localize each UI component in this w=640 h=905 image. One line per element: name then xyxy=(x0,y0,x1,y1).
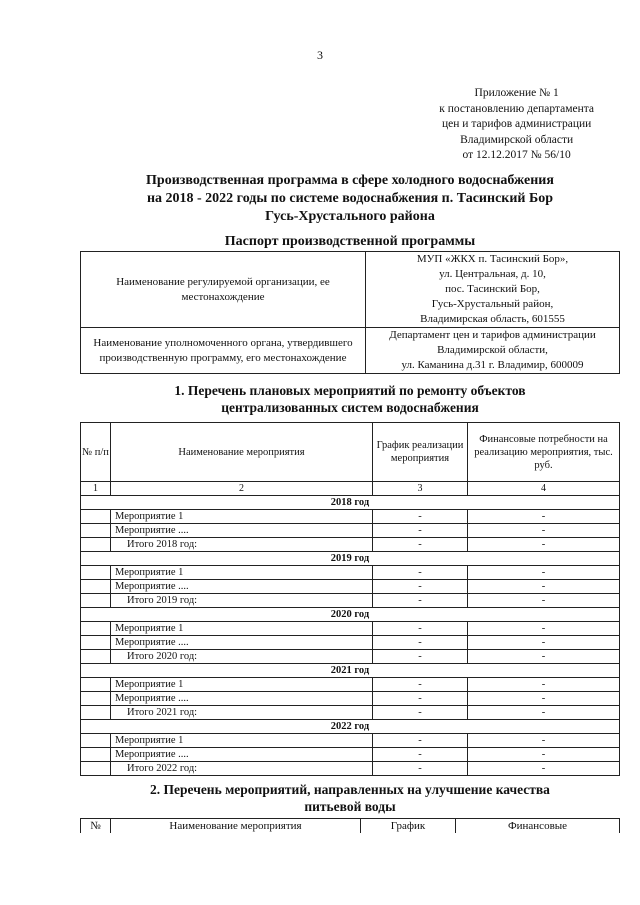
table-header-row xyxy=(81,819,620,834)
measure-name: Мероприятие 1 xyxy=(111,566,373,580)
measure-name: Мероприятие .... xyxy=(111,636,373,650)
row-number xyxy=(81,678,111,692)
column-number: 1 xyxy=(81,482,111,496)
finance-value: - xyxy=(468,692,620,706)
schedule-value: - xyxy=(373,678,468,692)
table-row xyxy=(81,524,620,538)
table-row xyxy=(81,762,620,776)
passport-title: Паспорт производственной программы xyxy=(224,234,476,249)
schedule-value: - xyxy=(373,734,468,748)
passport-value xyxy=(366,252,620,328)
repair-measures-table xyxy=(80,422,620,776)
row-number xyxy=(81,510,111,524)
table-header-row xyxy=(81,423,620,482)
passport-value xyxy=(366,328,620,374)
measure-name: Мероприятие .... xyxy=(111,580,373,594)
row-number xyxy=(81,538,111,552)
document-title xyxy=(80,172,620,226)
appendix-line: от 12.12.2017 № 56/10 xyxy=(462,149,571,161)
row-number xyxy=(81,636,111,650)
section-title-line: 2. Перечень мероприятий, направленных на улучшение качества xyxy=(150,782,550,797)
schedule-value: - xyxy=(373,706,468,720)
table-row xyxy=(81,692,620,706)
appendix-line: цен и тарифов администрации xyxy=(442,118,592,130)
passport-value-line: пос. Тасинский Бор, xyxy=(445,283,540,295)
schedule-value: - xyxy=(373,510,468,524)
finance-value: - xyxy=(468,510,620,524)
appendix-line: Приложение № 1 xyxy=(474,87,559,99)
table-row xyxy=(81,622,620,636)
row-number xyxy=(81,650,111,664)
table-row xyxy=(81,706,620,720)
schedule-value: - xyxy=(373,538,468,552)
measure-name: Мероприятие 1 xyxy=(111,622,373,636)
finance-value: - xyxy=(468,762,620,776)
measure-name: Итого 2019 год: xyxy=(111,594,373,608)
year-label: 2022 год xyxy=(81,720,620,734)
year-groups xyxy=(81,496,620,776)
passport-value-line: Владимирской области, xyxy=(437,344,548,356)
year-label: 2021 год xyxy=(81,664,620,678)
schedule-value: - xyxy=(373,650,468,664)
finance-value: - xyxy=(468,524,620,538)
header-number: № xyxy=(81,819,111,834)
year-label: 2019 год xyxy=(81,552,620,566)
measure-name: Итого 2020 год: xyxy=(111,650,373,664)
header-schedule: График xyxy=(361,819,456,834)
header-finance: Финансовые xyxy=(456,819,620,834)
finance-value: - xyxy=(468,622,620,636)
year-label: 2018 год xyxy=(81,496,620,510)
table-row xyxy=(81,748,620,762)
passport-row xyxy=(81,328,620,374)
section-title-line: 1. Перечень плановых мероприятий по ремонту объектов xyxy=(174,383,526,398)
passport-value-line: ул. Центральная, д. 10, xyxy=(439,268,546,280)
section-2-title xyxy=(80,781,620,815)
passport-value-line: ул. Каманина д.31 г. Владимир, 600009 xyxy=(401,359,584,371)
row-number xyxy=(81,594,111,608)
table-row xyxy=(81,594,620,608)
table-row xyxy=(81,650,620,664)
column-number: 4 xyxy=(468,482,620,496)
year-row xyxy=(81,608,620,622)
finance-value: - xyxy=(468,734,620,748)
finance-value: - xyxy=(468,636,620,650)
appendix-header xyxy=(439,86,594,164)
page-number: 3 xyxy=(317,48,323,62)
appendix-line: Владимирской области xyxy=(460,133,574,146)
finance-value: - xyxy=(468,650,620,664)
passport-label: Наименование регулируемой организации, ее местонахождение xyxy=(81,252,366,328)
finance-value: - xyxy=(468,594,620,608)
year-row xyxy=(81,720,620,734)
header-schedule: График реализации мероприятия xyxy=(373,423,468,482)
schedule-value: - xyxy=(373,692,468,706)
schedule-value: - xyxy=(373,580,468,594)
schedule-value: - xyxy=(373,566,468,580)
measure-name: Мероприятие .... xyxy=(111,524,373,538)
measure-name: Мероприятие 1 xyxy=(111,734,373,748)
table-row xyxy=(81,538,620,552)
schedule-value: - xyxy=(373,636,468,650)
finance-value: - xyxy=(468,566,620,580)
water-quality-table xyxy=(80,818,620,833)
passport-label: Наименование уполномоченного органа, утвердившего производственную программу, его местонахождение xyxy=(81,328,366,374)
row-number xyxy=(81,748,111,762)
table-row xyxy=(81,678,620,692)
measure-name: Итого 2018 год: xyxy=(111,538,373,552)
passport-row xyxy=(81,252,620,328)
measure-name: Мероприятие .... xyxy=(111,748,373,762)
row-number xyxy=(81,580,111,594)
schedule-value: - xyxy=(373,524,468,538)
finance-value: - xyxy=(468,678,620,692)
passport-value-line: Департамент цен и тарифов администрации xyxy=(389,329,596,341)
finance-value: - xyxy=(468,748,620,762)
table-row xyxy=(81,636,620,650)
year-row xyxy=(81,552,620,566)
appendix-line: к постановлению департамента xyxy=(439,102,594,115)
row-number xyxy=(81,734,111,748)
row-number xyxy=(81,692,111,706)
table-row xyxy=(81,566,620,580)
section-1-title xyxy=(80,382,620,416)
year-label: 2020 год xyxy=(81,608,620,622)
measure-name: Мероприятие 1 xyxy=(111,678,373,692)
title-line: Гусь-Хрустального района xyxy=(265,209,435,224)
row-number xyxy=(81,622,111,636)
header-finance: Финансовые потребности на реализацию мероприятия, тыс. руб. xyxy=(468,423,620,482)
row-number xyxy=(81,524,111,538)
table-row xyxy=(81,580,620,594)
title-line: на 2018 - 2022 годы по системе водоснабжения п. Тасинский Бор xyxy=(146,191,554,206)
table-row xyxy=(81,510,620,524)
title-line: Производственная программа в сфере холодного водоснабжения xyxy=(146,173,554,188)
header-measure: Наименование мероприятия xyxy=(111,423,373,482)
passport-table xyxy=(80,251,620,374)
column-number: 2 xyxy=(111,482,373,496)
schedule-value: - xyxy=(373,748,468,762)
column-number-row xyxy=(81,482,620,496)
finance-value: - xyxy=(468,580,620,594)
column-number: 3 xyxy=(373,482,468,496)
measure-name: Мероприятие 1 xyxy=(111,510,373,524)
schedule-value: - xyxy=(373,594,468,608)
passport-value-line: МУП «ЖКХ п. Тасинский Бор», xyxy=(416,253,569,265)
header-number: № п/п xyxy=(81,423,111,482)
row-number xyxy=(81,566,111,580)
year-row xyxy=(81,664,620,678)
measure-name: Итого 2022 год: xyxy=(111,762,373,776)
schedule-value: - xyxy=(373,762,468,776)
row-number xyxy=(81,706,111,720)
measure-name: Итого 2021 год: xyxy=(111,706,373,720)
row-number xyxy=(81,762,111,776)
measure-name: Мероприятие .... xyxy=(111,692,373,706)
passport-value-line: Владимирская область, 601555 xyxy=(420,313,565,325)
header-measure: Наименование мероприятия xyxy=(111,819,361,834)
schedule-value: - xyxy=(373,622,468,636)
finance-value: - xyxy=(468,706,620,720)
finance-value: - xyxy=(468,538,620,552)
section-title-line: питьевой воды xyxy=(304,799,396,814)
year-row xyxy=(81,496,620,510)
passport-value-line: Гусь-Хрустальный район, xyxy=(431,298,554,310)
section-title-line: централизованных систем водоснабжения xyxy=(221,400,479,415)
table-row xyxy=(81,734,620,748)
